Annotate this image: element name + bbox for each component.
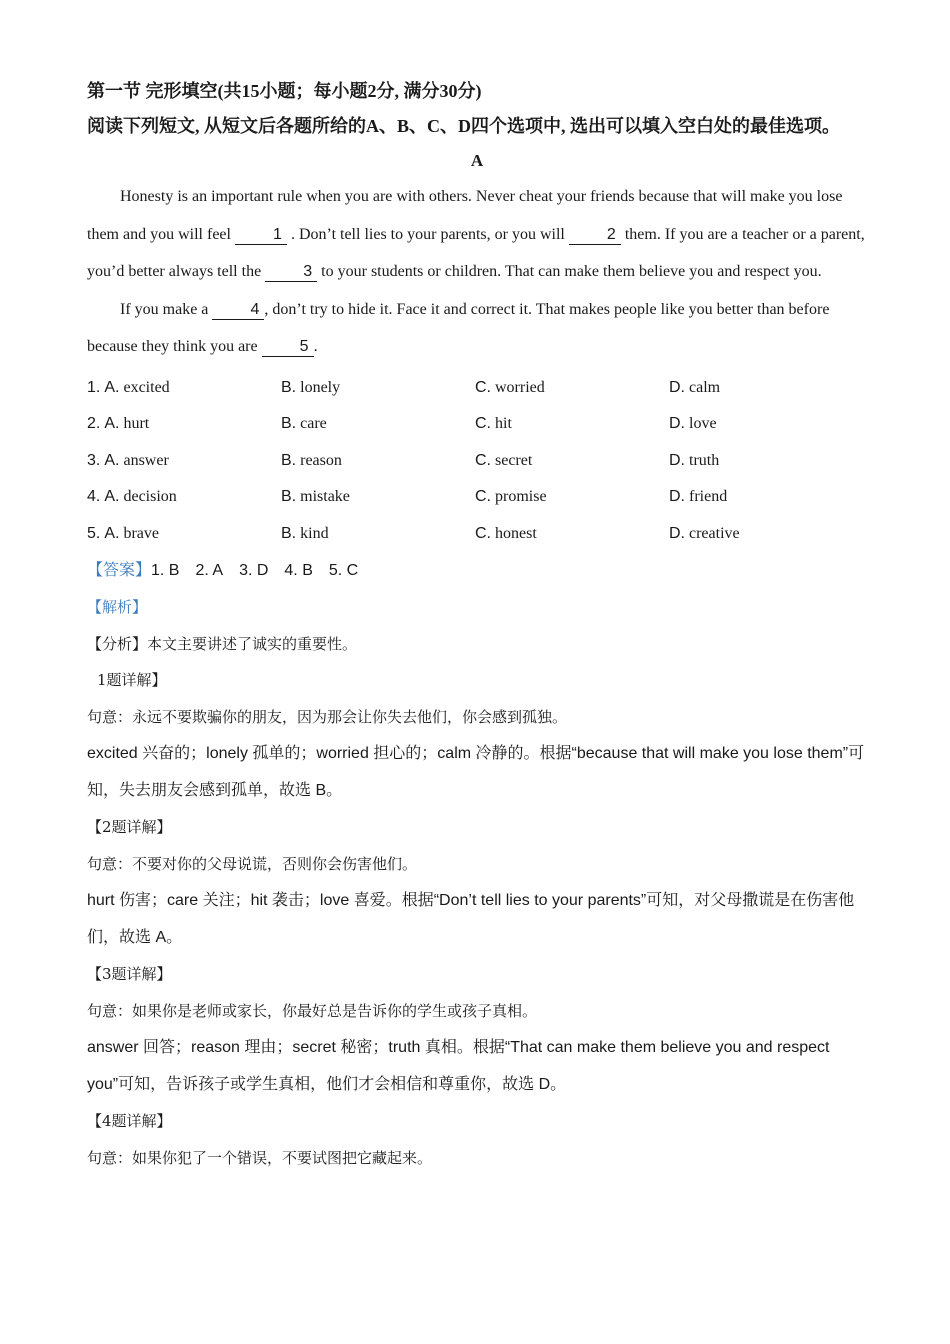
detail-3-title: 【3题详解】: [87, 965, 172, 983]
blank-3: 3: [265, 263, 317, 282]
detail-1-meaning: 句意：永远不要欺骗你的朋友，因为那会让你失去他们，你会感到孤独。: [87, 707, 568, 726]
question-options: [87, 370, 867, 553]
question-row: 4. A. decision B. mistake C. promise D. friend: [87, 488, 728, 505]
question-row: 5. A. brave B. kind C. honest D. creative: [87, 524, 740, 542]
passage-title: A: [470, 151, 484, 170]
blank-4: 4: [212, 301, 264, 320]
detail-3-explain: answer 回答；reason 理由；secret 秘密；truth 真相。根据“That can make them believe you and respect you”可知，告诉孩子或学生真相，他们才会相信和尊重你，故选 D。: [87, 1039, 830, 1093]
section-title: 第一节 完形填空(共15小题；每小题2分, 满分30分): [87, 81, 482, 101]
document-page: [87, 74, 867, 1176]
blank-2: 2: [569, 226, 621, 245]
passage-paragraph-1: Honesty is an important rule when you are with others. Never cheat your friends because that will make you lose them and you will feel 1 . Don’t tell lies to your parents, or you will 2 them. If you are a teacher or a parent, you’d better always tell the 3 to your students or children. That can make them believe you and respect you.: [87, 188, 865, 280]
detail-2-explain: hurt 伤害；care 关注；hit 袭击；love 喜爱。根据“Don’t tell lies to your parents”可知，对父母撒谎是在伤害他们，故选 A。: [87, 892, 855, 946]
detail-2-meaning: 句意：不要对你的父母说谎，否则你会伤害他们。: [87, 854, 418, 873]
question-row: 3. A. answer B. reason C. secret D. truth: [87, 451, 720, 469]
question-row: 1. A. excited B. lonely C. worried D. calm: [87, 378, 721, 396]
answer-label: 【答案】: [87, 560, 152, 579]
blank-1: 1: [235, 226, 287, 245]
detail-1-explain: excited 兴奋的；lonely 孤单的；worried 担心的；calm 冷静的。根据“because that will make you lose them”可知，失去朋友会感到孤单，故选 B。: [87, 745, 865, 799]
passage-paragraph-2: If you make a 4 , don’t try to hide it. Face it and correct it. That makes people like you better than before because they think you are 5 .: [87, 300, 830, 355]
detail-1-title: 1题详解】: [97, 671, 167, 689]
blank-5: 5: [262, 338, 314, 357]
detail-4-title: 【4题详解】: [87, 1112, 172, 1130]
detail-2-title: 【2题详解】: [87, 818, 172, 836]
detail-3-meaning: 句意：如果你是老师或家长，你最好总是告诉你的学生或孩子真相。: [87, 1001, 538, 1020]
instructions: 阅读下列短文, 从短文后各题所给的A、B、C、D四个选项中, 选出可以填入空白处的最佳选项。: [87, 116, 840, 136]
answer-key: 【答案】1. B 2. A 3. D 4. B 5. C: [87, 560, 359, 579]
question-row: 2. A. hurt B. care C. hit D. love: [87, 415, 717, 432]
analysis-summary: 【分析】本文主要讲述了诚实的重要性。: [87, 634, 358, 653]
analysis-label: 【解析】: [87, 598, 148, 616]
detail-4-meaning: 句意：如果你犯了一个错误，不要试图把它藏起来。: [87, 1148, 433, 1167]
